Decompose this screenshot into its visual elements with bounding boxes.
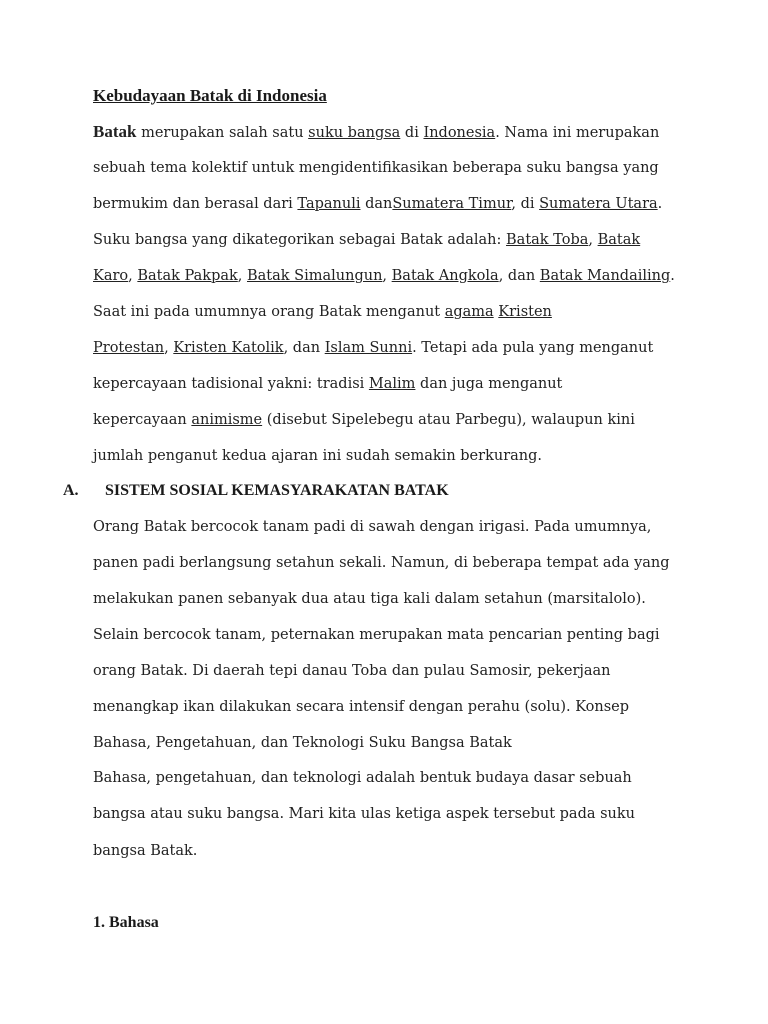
section-a-line-8: Bahasa, pengetahuan, dan teknologi adalah bentuk budaya dasar sebuah (93, 770, 632, 786)
section-a-line-10: bangsa Batak. (93, 843, 198, 859)
intro-line-6: Saat ini pada umumnya orang Batak menganut agama Kristen (93, 304, 552, 320)
section-a-line-7: Bahasa, Pengetahuan, dan Teknologi Suku Bangsa Batak (93, 735, 512, 751)
intro-line-7: Protestan, Kristen Katolik, dan Islam Sunni. Tetapi ada pula yang menganut (93, 340, 654, 356)
section-a-line-5: orang Batak. Di daerah tepi danau Toba dan pulau Samosir, pekerjaan (93, 663, 611, 679)
link-batak-toba[interactable]: Batak Toba (506, 232, 589, 248)
section-a-line-6: menangkap ikan dilakukan secara intensif dengan perahu (solu). Konsep (93, 699, 630, 715)
link-animisme[interactable]: animisme (191, 412, 263, 428)
section-a-line-2: panen padi berlangsung setahun sekali. Namun, di beberapa tempat ada yang (93, 555, 670, 571)
intro-line-1: Batak merupakan salah satu suku bangsa di Indonesia. Nama ini merupakan (93, 122, 660, 141)
link-agama[interactable]: agama (444, 304, 494, 320)
link-batak-pakpak[interactable]: Batak Pakpak (137, 268, 238, 284)
link-batak-karo-part1[interactable]: Batak (597, 232, 641, 248)
link-batak-karo-part2[interactable]: Karo (93, 268, 129, 284)
intro-line-2: sebuah tema kolektif untuk mengidentifikasikan beberapa suku bangsa yang (93, 160, 659, 176)
link-tapanuli[interactable]: Tapanuli (297, 196, 361, 212)
link-kristen-protestan-part2[interactable]: Protestan (93, 340, 165, 356)
link-malim[interactable]: Malim (368, 376, 416, 392)
link-kristen-katolik[interactable]: Kristen Katolik (173, 340, 284, 356)
intro-line-3: bermukim dan berasal dari Tapanuli danSumatera Timur, di Sumatera Utara. (93, 196, 663, 212)
intro-line-8: kepercayaan tadisional yakni: tradisi Malim dan juga menganut (93, 376, 563, 392)
section-a-line-4: Selain bercocok tanam, peternakan merupakan mata pencarian penting bagi (93, 627, 660, 643)
section-a-heading: SISTEM SOSIAL KEMASYARAKATAN BATAK (105, 482, 449, 499)
link-suku-bangsa[interactable]: suku bangsa (308, 125, 401, 141)
link-batak-mandailing[interactable]: Batak Mandailing (539, 268, 671, 284)
link-indonesia[interactable]: Indonesia (423, 125, 496, 141)
intro-line-4: Suku bangsa yang dikategorikan sebagai Batak adalah: Batak Toba, Batak (93, 232, 641, 248)
section-a-line-1: Orang Batak bercocok tanam padi di sawah dengan irigasi. Pada umumnya, (93, 519, 652, 535)
document-title: Kebudayaan Batak di Indonesia (93, 86, 327, 105)
subsection-heading-bahasa: 1. Bahasa (93, 914, 159, 931)
term-batak: Batak (93, 122, 137, 141)
intro-line-5: Karo, Batak Pakpak, Batak Simalungun, Batak Angkola, dan Batak Mandailing. (93, 268, 675, 284)
intro-line-10: jumlah penganut kedua ajaran ini sudah semakin berkurang. (93, 448, 542, 464)
intro-line-9: kepercayaan animisme (disebut Sipelebegu atau Parbegu), walaupun kini (93, 412, 635, 428)
section-a-line-9: bangsa atau suku bangsa. Mari kita ulas ketiga aspek tersebut pada suku (93, 806, 636, 822)
link-islam-sunni[interactable]: Islam Sunni (324, 340, 413, 356)
link-sumatera-utara[interactable]: Sumatera Utara (539, 196, 658, 212)
link-kristen-protestan-part1[interactable]: Kristen (498, 304, 552, 320)
section-a-letter: A. (63, 482, 79, 499)
link-sumatera-timur[interactable]: Sumatera Timur (392, 196, 512, 212)
link-batak-angkola[interactable]: Batak Angkola (391, 268, 499, 284)
section-a-line-3: melakukan panen sebanyak dua atau tiga kali dalam setahun (marsitalolo). (93, 591, 646, 607)
link-batak-simalungun[interactable]: Batak Simalungun (247, 268, 383, 284)
